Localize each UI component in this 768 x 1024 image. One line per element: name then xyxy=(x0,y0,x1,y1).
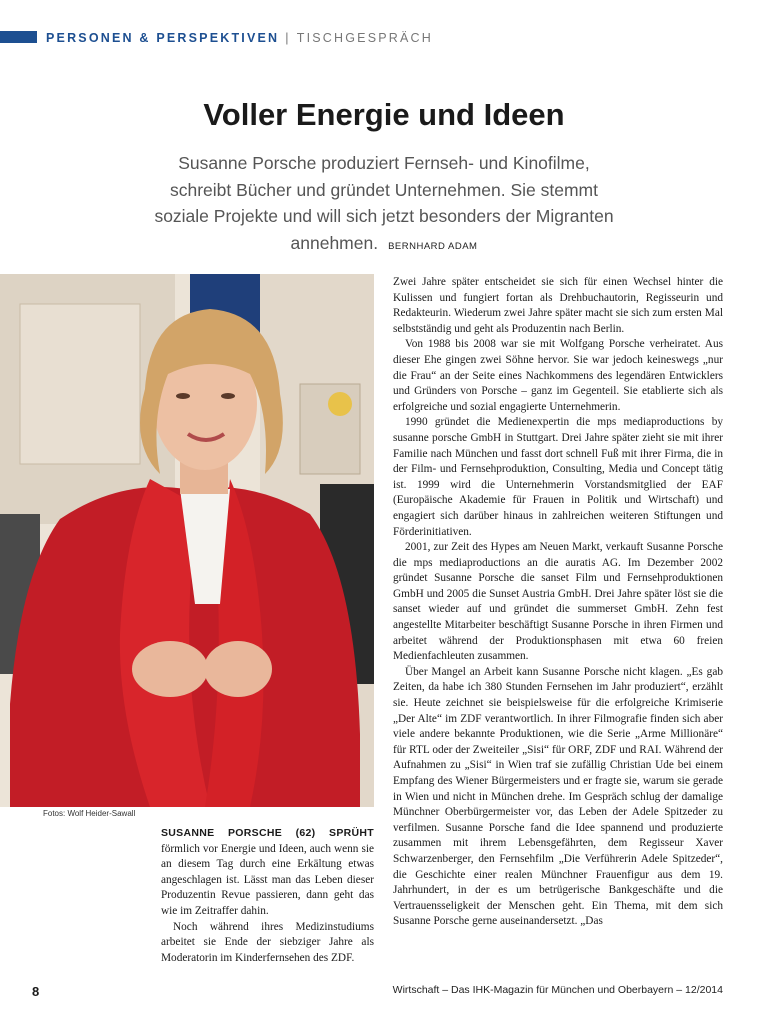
article-lead xyxy=(150,150,618,260)
intro-lead: SUSANNE PORSCHE (62) SPRÜHT xyxy=(161,827,374,839)
body-paragraph: Von 1988 bis 2008 war sie mit Wolfgang Porsche verheiratet. Aus dieser Ehe gingen zwei Söhne hervor. Sie war jedoch keineswegs „nur die Frau“ an der Seite eines Nachkommens des legendären Entwicklers und Gründers von Porsche – ganz im Gegenteil. Sie etablierte sich als erfolgreiche und sozial engagierte Unternehmerin. xyxy=(393,338,723,413)
section-kicker xyxy=(46,30,433,46)
author-byline: BERNHARD ADAM xyxy=(388,240,478,252)
intro-text: förmlich vor Energie und Ideen, auch wenn sie an diesem Tag durch eine Erkältung etwas angeschlagen ist. Lässt man das Leben dieser Produzentin Revue passieren, dann geht das wie im Zeitraffer dahin. xyxy=(161,842,374,917)
publication-footer: Wirtschaft – Das IHK-Magazin für München und Oberbayern – 12/2014 xyxy=(392,984,723,996)
right-column xyxy=(393,275,723,930)
article-title: Voller Energie und Ideen xyxy=(203,97,565,132)
photo-credit: Fotos: Wolf Heider-Sawall xyxy=(43,809,136,818)
subsection-label: TISCHGESPRÄCH xyxy=(296,31,433,45)
intro-paragraph xyxy=(161,826,374,920)
body-paragraph: 1990 gründet die Medienexpertin die mps mediaproductions by susanne porsche GmbH in Stuttgart. Drei Jahre später zieht sie mit ihrer Familie nach München und fasst dort schnell Fuß mit ihrer Firma, die in der Film- und Fernsehproduktion, Consulting, Media und Concept tätig ist. 1999 wird die Unternehmerin Vorstandsmitglied der EAF (Europäische Akademie für Frauen in Politik und Wirtschaft) und engagiert sich darüber hinaus in zahlreichen weiteren Stiftungen und Förderinitiativen. xyxy=(393,416,723,538)
kicker-separator: | xyxy=(285,31,291,45)
section-label: PERSONEN & PERSPEKTIVEN xyxy=(46,31,280,45)
left-column xyxy=(161,826,374,966)
portrait-photo xyxy=(0,274,374,807)
page-number: 8 xyxy=(32,984,40,999)
lead-text: Susanne Porsche produziert Fernseh- und Kinofilme, schreibt Bücher und gründet Unternehmen. Sie stemmt soziale Projekte und will sich jetzt besonders der Migranten annehmen. xyxy=(154,153,614,253)
section-color-bar xyxy=(0,31,37,43)
body-paragraph: Über Mangel an Arbeit kann Susanne Porsche nicht klagen. „Es gab Zeiten, da habe ich 380 Stunden Fernsehen im Jahr produziert“, erzählt sie. Heute zeichnet sie beispielsweise für die erfolgreiche Krimiserie „Der Alte“ im ZDF verantwortlich. In ihrer Filmografie finden sich aber viele andere bekannte Produktionen, wie die Serie „Arme Millionäre“ für RTL oder der Zweiteiler „Sisi“ für ORF, ZDF und RAI. Während der Aufnahmen zu „Sisi“ in Wien traf sie zufällig Christian Ude bei einem Empfang des Wiener Bürgermeisters und er fragte sie, warum sie gerade in Wien und nicht in München drehe. Im Gespräch schlug der damalige Münchner Oberbürgermeister vor, das Leben der Adele Spitzeder zu verfilmen. Susanne Porsche fand die Idee spannend und produzierte zusammen mit ihrem Lebensgefährten, dem Regisseur Xaver Schwarzenberger, den Fernsehfilm „Die Verführerin Adele Spitzeder“, die Geschichte einer realen Münchner Frauenfigur aus dem 19. Jahrhundert, in der es um betrügerische Bankgeschäfte und die Vertrauensseligkeit der Menschen geht. Ein Thema, mit dem sich Susanne Porsche gerne auseinandersetzt. „Das xyxy=(393,665,723,928)
body-paragraph: 2001, zur Zeit des Hypes am Neuen Markt, verkauft Susanne Porsche die mps mediaproductions an die auratis AG. Im Dezember 2002 gründet Susanne Porsche die sanset Film und Fernsehproduktionen GmbH und 2005 die Sunset Austria GmbH. Drei Jahre später löst sie die sanset wieder auf und gründet die summerset GmbH. Zehn fest angestellte Mitarbeiter beschäftigt Susanne Porsche in ihren Firmen und arbeitet während der Produktionsphasen mit etwa 60 freien Medienfachleuten zusammen. xyxy=(393,541,723,663)
body-paragraph: Zwei Jahre später entscheidet sie sich für einen Wechsel hinter die Kulissen und fungiert fortan als Drehbuchautorin, Regisseurin und Redakteurin. Wiederum zwei Jahre später macht sie sich zum ersten Mal selbstständig und geht als Produzentin nach Berlin. xyxy=(393,276,723,335)
body-paragraph: Noch während ihres Medizinstudiums arbeitet sie Ende der siebziger Jahre als Moderatorin im Kinderfernsehen des ZDF. xyxy=(161,920,374,964)
